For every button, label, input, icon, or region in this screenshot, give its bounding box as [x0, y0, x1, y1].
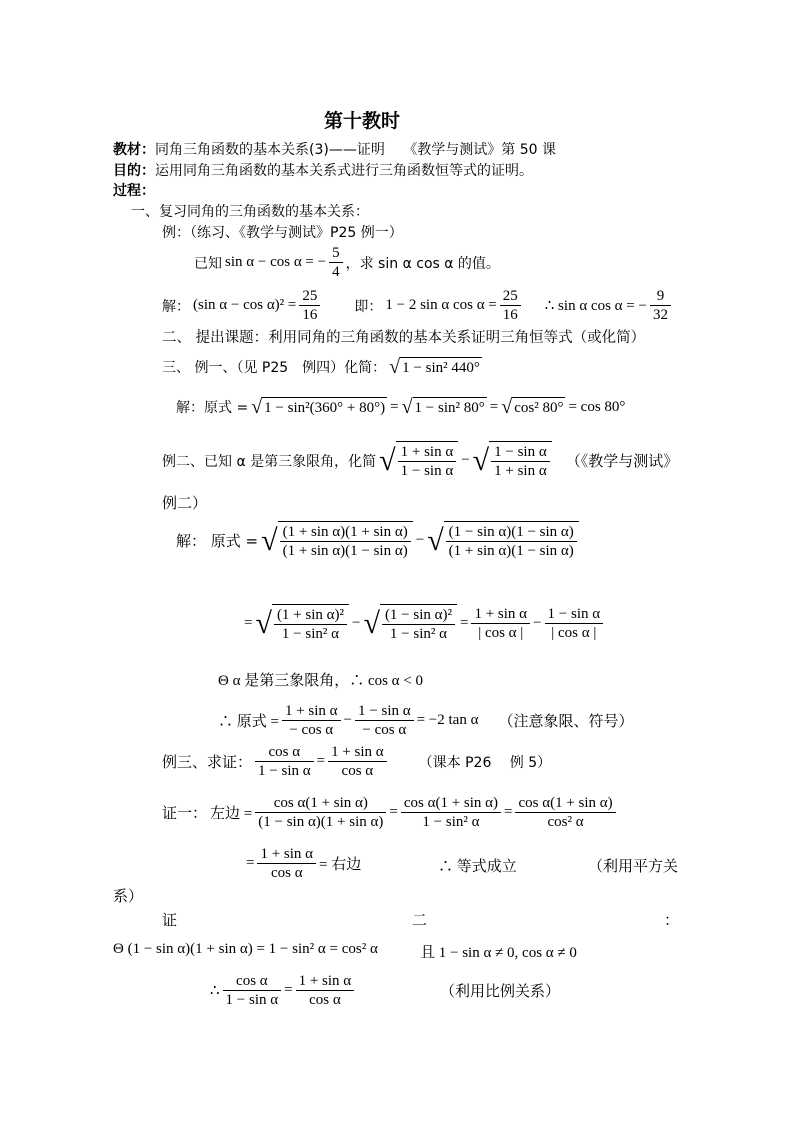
page-title: 第十教时: [324, 110, 401, 132]
proof1-line2: = $\frac{\text{1 + sin α}}{\text{cos α}}$ = 右边: [246, 846, 362, 881]
example2-because: Θ α 是第三象限角，∴ cos α < 0: [218, 673, 424, 689]
proof1-conclusion: ∴ 等式成立: [438, 859, 517, 875]
p2-den: 1 − sin² α: [422, 814, 480, 830]
ex2-t3-num: 1 + sin α: [471, 605, 530, 624]
ex3-rhs-den: cos α: [341, 763, 374, 779]
ex2-f1-num: 1 + sin α: [398, 443, 457, 462]
sol-den3: 32: [652, 307, 668, 323]
given-den: 4: [332, 264, 340, 280]
rad1: √ 1 − sin²(360° + 80°): [251, 396, 386, 418]
sol-den1: 16: [302, 307, 318, 323]
sol-expr3: ∴ sin α cos α = −: [544, 298, 647, 314]
proof1-line: 证一： 左边 = $\frac{\text{cos α(1 + sin α)}}{\text{(1 − sin α)(1 + sin α)}}$ = $\frac{\text{cos α(1 + sin α)}}{\text{1 − sin² α}}$ = $\frac{\text{cos α(1 + sin α)}}{\text{cos² α}}$: [162, 794, 616, 831]
p3-den: cos² α: [547, 814, 584, 830]
rad2: √ 1 − sin² 80°: [401, 396, 485, 418]
example3-ref: （课本 P26 例 5）: [418, 754, 552, 771]
final-rhs-num: 1 + sin α: [296, 972, 355, 991]
proof1-f1: [255, 794, 386, 831]
ex2-s2: √ $\frac{\text{(1 − sin α)(1 − sin α)}}{\text{(1 + sin α)(1 − sin α)}}$: [427, 521, 579, 560]
ex2-t4: [545, 605, 604, 642]
proof1-f3: [515, 794, 615, 831]
given-formula: [194, 244, 500, 281]
ex2-r2: [355, 702, 414, 739]
right-side: = 右边: [319, 857, 362, 873]
sol-frac3: [650, 287, 671, 324]
ex2-t3-den: | cos α |: [478, 625, 524, 641]
ex3-lhs-num: cos α: [255, 743, 314, 762]
ex2-s1: √ $\frac{\text{(1 + sin α)(1 + sin α)}}{\text{(1 + sin α)(1 − sin α)}}$: [261, 521, 413, 560]
section2-heading: 二、 提出课题：利用同角的三角函数的基本关系证明三角恒等式（或化简）: [162, 330, 646, 346]
final-lhs-den: 1 − sin α: [225, 992, 279, 1008]
ex3-rhs: [328, 743, 387, 780]
section3-heading: 三、 例一、（见 P25 例四）化简：: [162, 360, 387, 376]
process-label: 过程：: [113, 183, 155, 199]
material-line: [113, 139, 556, 159]
p1-den: (1 − sin α)(1 + sin α): [258, 814, 384, 830]
method1: （利用平方关: [588, 857, 679, 875]
example2-sol-label: 解： 原式 =: [176, 532, 259, 550]
material-label: 教材：: [113, 142, 155, 158]
result-end: = −2 tan α: [416, 712, 479, 728]
goal-text: 运用同角三角函数的基本关系式进行三角函数恒等式的证明。: [155, 163, 533, 179]
ex2-t1-num: (1 + sin α)²: [274, 606, 347, 625]
sol-label: 解：: [162, 298, 190, 315]
sol-frac1: [299, 287, 320, 324]
section1-heading: 一、复习同角的三角函数的基本关系：: [131, 204, 369, 220]
ex2-r1-den: − cos α: [289, 722, 334, 738]
proof2-c: ：: [664, 911, 680, 929]
proof2-a: 证: [162, 911, 178, 929]
result-prefix: ∴ 原式 =: [218, 714, 279, 730]
sol-num3: 9: [650, 287, 671, 306]
rad1-content: 1 − sin²(360° + 80°): [262, 397, 387, 417]
rad3-content: cos² 80°: [512, 397, 565, 417]
ex2-t2: √ $\frac{\text{(1 − sin α)²}}{\text{1 − sin² α}}$: [363, 604, 457, 643]
proof2-cond: 且 1 − sin α ≠ 0, cos α ≠ 0: [420, 945, 577, 961]
final-lhs-num: cos α: [223, 972, 282, 991]
ex3-lhs: [255, 743, 314, 780]
example2-line: 例二、已知 α 是第三象限角，化简 √ $\frac{\text{1 + sin α}}{\text{1 − sin α}}$ − √ $\frac{\text{1 − sin α}}{\text{1 + sin α}}$ （《教学与测试》: [162, 441, 678, 480]
ex2-t2-den: 1 − sin² α: [389, 626, 447, 642]
sol-num2: 25: [500, 287, 521, 306]
ex2-s2-num: (1 − sin α)(1 − sin α): [446, 523, 577, 542]
ex2-t3: [471, 605, 530, 642]
final-rhs: [296, 972, 355, 1009]
ex2-r2-num: 1 − sin α: [355, 702, 414, 721]
left-side: 左边 =: [210, 806, 253, 822]
goal-label: 目的：: [113, 163, 155, 179]
p4-num: 1 + sin α: [257, 845, 316, 864]
example3-line: 例三、求证： $\frac{\text{cos α}}{\text{1 − sin α}}$ = $\frac{\text{1 + sin α}}{\text{cos α}}$ （课本 P26 例 5）: [162, 744, 552, 779]
heading-rad-content: 1 − sin² 440°: [400, 357, 482, 377]
ex2-t1-den: 1 − sin² α: [281, 626, 339, 642]
section3-line: [162, 357, 482, 377]
proof2-b: 二: [412, 911, 428, 929]
ex2-f2-den: 1 + sin α: [494, 463, 547, 479]
given-fraction: [329, 244, 343, 281]
ex2-f1-den: 1 − sin α: [400, 463, 454, 479]
method1-cont: 系）: [113, 887, 144, 905]
section1-example-ref: 例：（练习、《教学与测试》P25 例一）: [162, 225, 403, 241]
sol-then: 即：: [354, 298, 383, 315]
ex3-rhs-num: 1 + sin α: [328, 743, 387, 762]
example2-solution-line2: = √ $\frac{\text{(1 + sin α)²}}{\text{1 − sin² α}}$ − √ $\frac{\text{(1 − sin α)²}}{\text{1 − sin² α}}$ = $\frac{\text{1 + sin α}}{\text{| cos α |}}$ − $\frac{\text{1 − sin α}}{\text{| cos α |}}$: [244, 604, 603, 643]
ex2-t2-num: (1 − sin α)²: [382, 606, 455, 625]
sol-num1: 25: [299, 287, 320, 306]
sol-expr1: (sin α − cos α)² =: [193, 297, 297, 313]
p1-num: cos α(1 + sin α): [255, 794, 386, 813]
final-lhs: [223, 972, 282, 1009]
example2-solution-line1: 解： 原式 = √ $\frac{\text{(1 + sin α)(1 + sin α)}}{\text{(1 + sin α)(1 − sin α)}}$ − √ $\frac{\text{(1 − sin α)(1 − sin α)}}{\text{(1 + sin α)(1 − sin α)}}$: [176, 521, 579, 560]
rad3: √ cos² 80°: [501, 396, 564, 418]
result-note: （注意象限、符号）: [498, 712, 634, 730]
sol-den2: 16: [502, 307, 518, 323]
p4-den: cos α: [270, 865, 303, 881]
example3-prefix: 例三、求证：: [162, 753, 253, 771]
p3-num: cos α(1 + sin α): [515, 794, 615, 813]
ex2-r2-den: − cos α: [362, 722, 407, 738]
ex2-rad1: √ $\frac{\text{1 + sin α}}{\text{1 − sin α}}$: [379, 441, 458, 480]
rad2-content: 1 − sin² 80°: [413, 397, 487, 417]
ex2-t1: √ $\frac{\text{(1 + sin α)²}}{\text{1 − sin² α}}$: [255, 604, 349, 643]
section3-solution: 解：原式 = √ 1 − sin²(360° + 80°) = √ 1 − sin² 80° = √ cos² 80° = cos 80°: [176, 396, 626, 418]
proof1-f4: [257, 845, 316, 882]
material-text: 同角三角函数的基本关系(3)——证明 《教学与测试》第 50 课: [155, 142, 556, 158]
ex2-t4-num: 1 − sin α: [545, 605, 604, 624]
section3-sol-end: = cos 80°: [568, 398, 626, 415]
example2-prefix: 例二、已知 α 是第三象限角，化简: [162, 453, 377, 470]
ex2-s1-den: (1 + sin α)(1 − sin α): [282, 543, 408, 559]
section1-solution: [162, 287, 671, 324]
ex2-r1-num: 1 + sin α: [282, 702, 341, 721]
goal-line: [113, 160, 533, 180]
ex3-lhs-den: 1 − sin α: [258, 763, 311, 779]
proof1-label: 证一：: [162, 804, 208, 822]
example2-suffix: （《教学与测试》: [565, 452, 679, 470]
given-expr: sin α − cos α = −: [225, 254, 327, 270]
final-prefix: ∴: [210, 983, 220, 999]
ex2-f2-num: 1 − sin α: [491, 443, 550, 462]
final-rhs-den: cos α: [309, 992, 341, 1008]
sol-expr2: 1 − 2 sin α cos α =: [385, 297, 497, 313]
given-prefix: 已知: [194, 255, 222, 272]
ex2-s1-num: (1 + sin α)(1 + sin α): [280, 523, 411, 542]
sol-frac2: [500, 287, 521, 324]
example2-result: ∴ 原式 = $\frac{\text{1 + sin α}}{\text{− cos α}}$ − $\frac{\text{1 − sin α}}{\text{− cos α}}$ = −2 tan α （注意象限、符号）: [218, 703, 634, 738]
ex2-s2-den: (1 + sin α)(1 − sin α): [448, 543, 574, 559]
p2-num: cos α(1 + sin α): [401, 794, 501, 813]
proof2-line: Θ (1 − sin α)(1 + sin α) = 1 − sin² α = cos² α: [113, 941, 378, 957]
ex2-rad2: √ $\frac{\text{1 − sin α}}{\text{1 + sin α}}$: [473, 441, 552, 480]
section3-sol-label: 解：原式 =: [176, 400, 249, 416]
proof2-final: ∴ $\frac{\text{cos α}}{\text{1 − sin α}}$ = $\frac{\text{1 + sin α}}{\text{cos α}}$: [210, 972, 354, 1009]
given-num: 5: [329, 244, 343, 263]
proof1-f2: [401, 794, 501, 831]
given-suffix: ，求 sin α cos α 的值。: [345, 255, 500, 272]
ex2-r1: [282, 702, 341, 739]
example2-suffix-line2: 例二）: [162, 494, 208, 512]
method2: （利用比例关系）: [440, 982, 561, 1000]
heading-radical: √ 1 − sin² 440°: [389, 356, 480, 378]
ex2-t4-den: | cos α |: [551, 625, 597, 641]
